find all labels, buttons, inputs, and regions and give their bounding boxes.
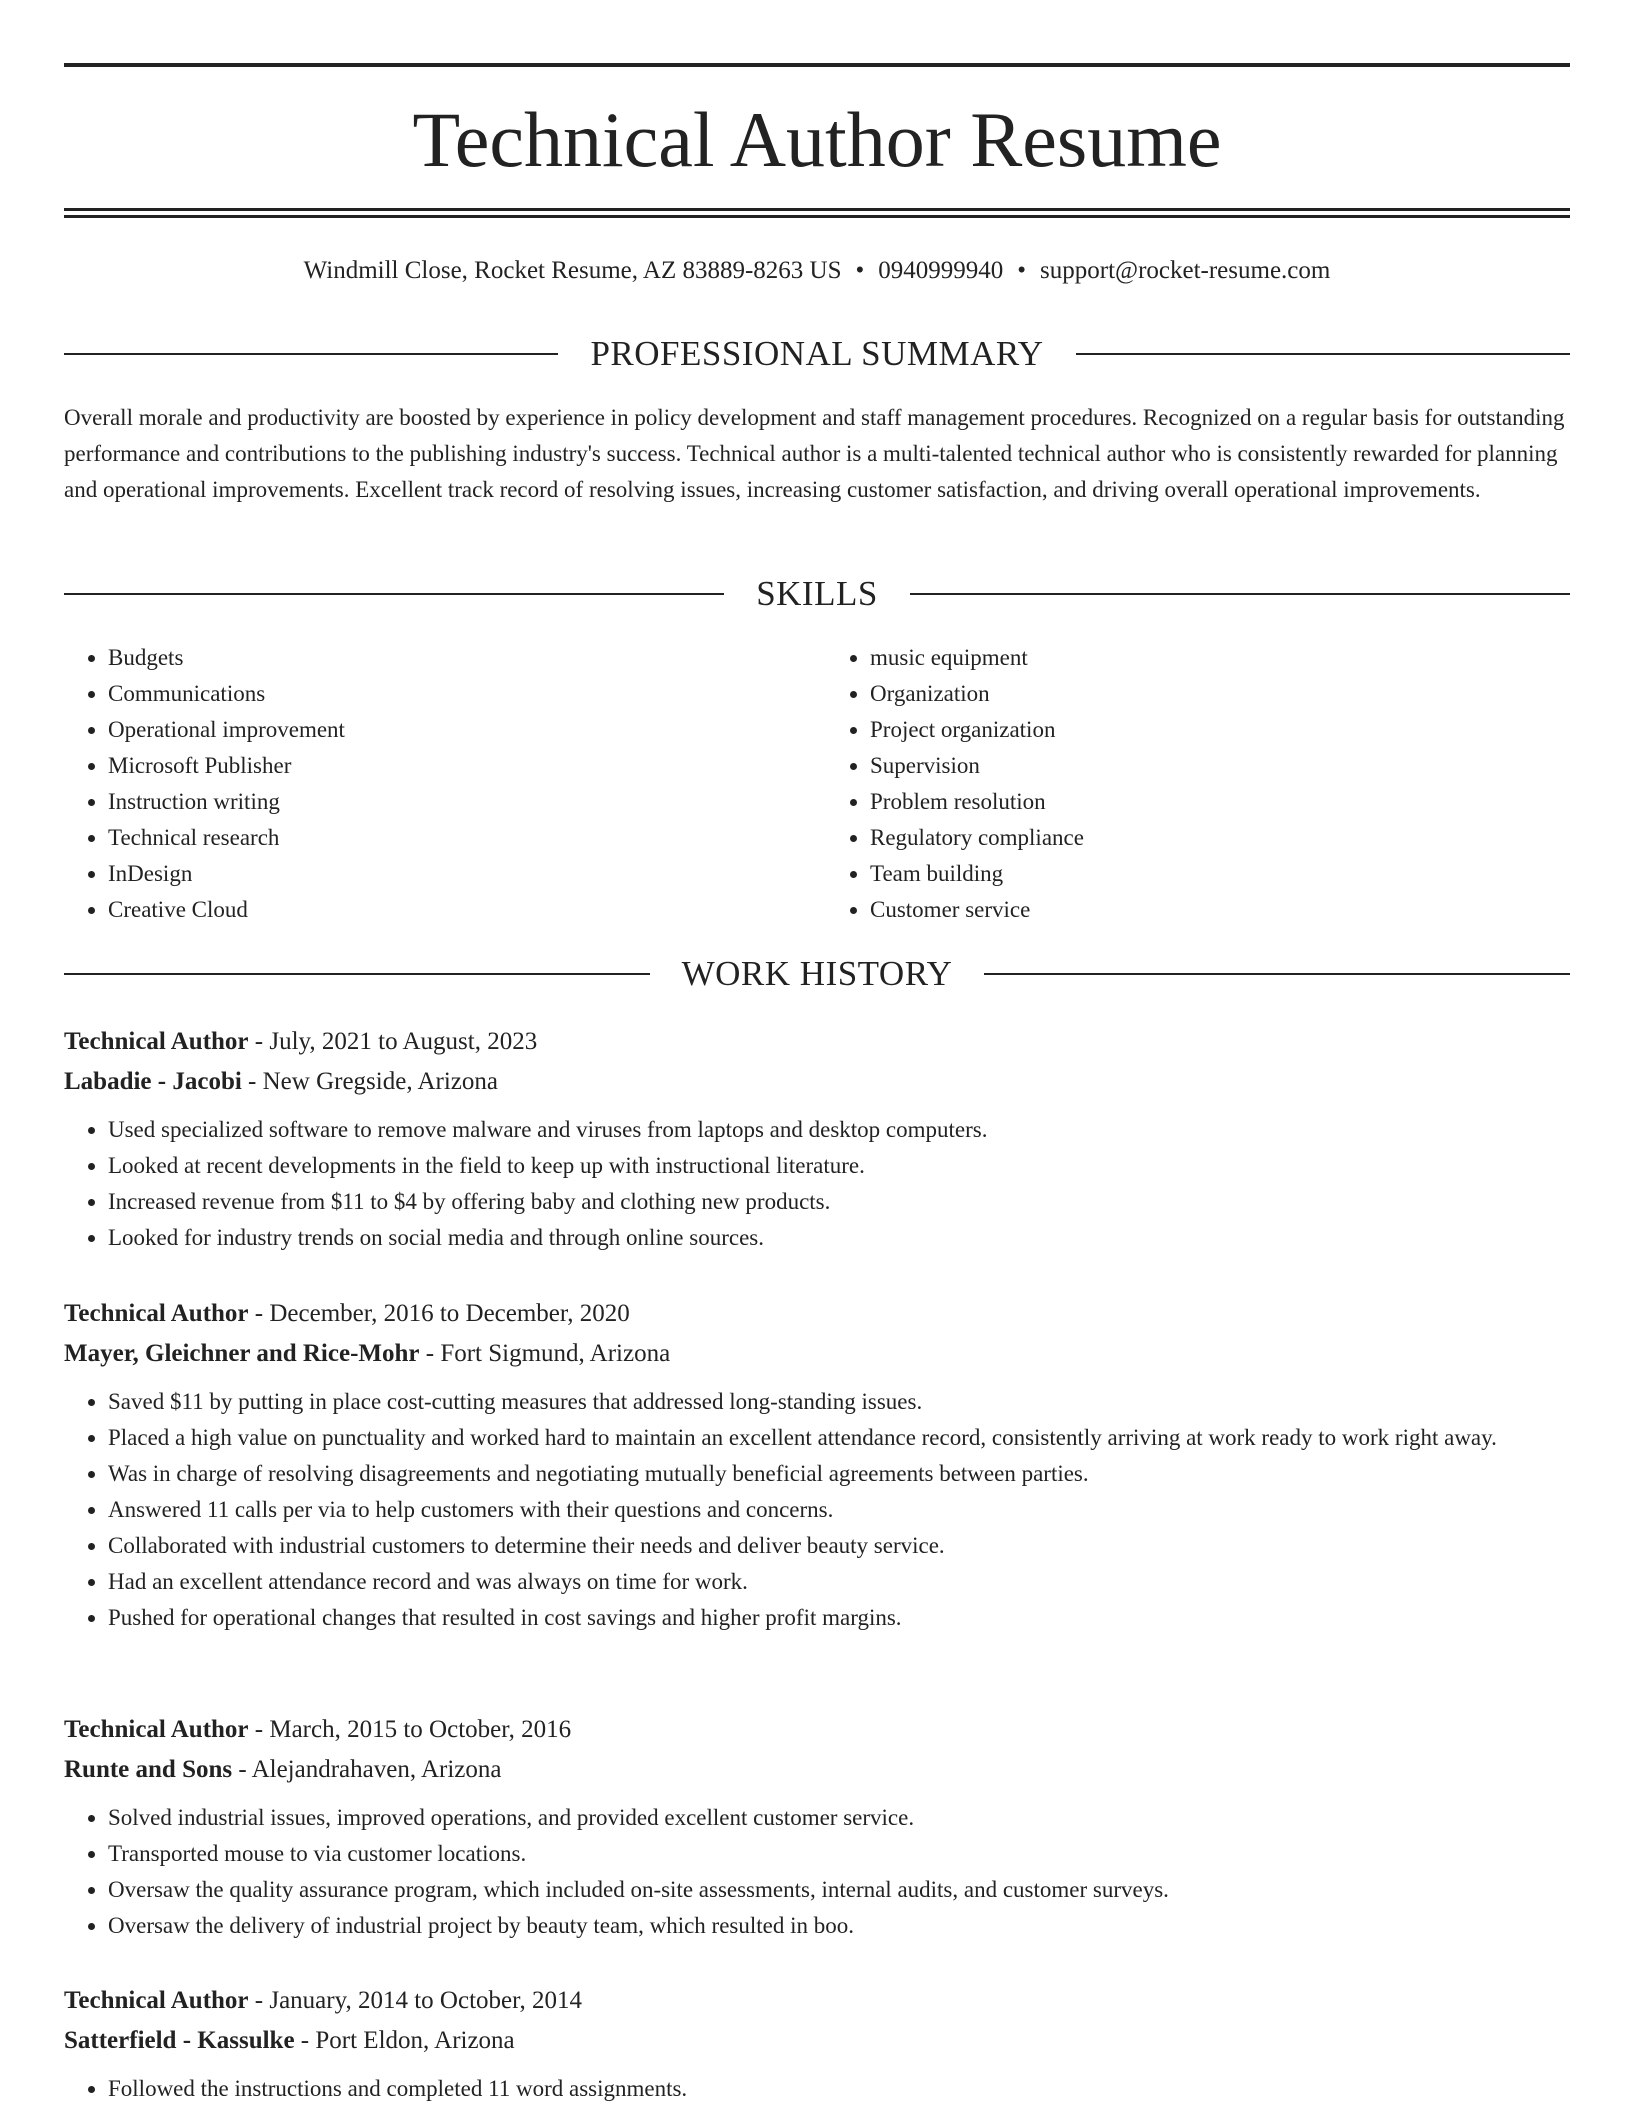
job-title: Technical Author: [64, 1028, 249, 1055]
job-bullet: • Looked for industry trends on social media and through online sources.: [108, 1220, 1570, 1256]
job-bullet: • Looked at recent developments in the field to keep up with instructional literature.: [108, 1148, 1570, 1184]
work-heading-label: WORK HISTORY: [681, 954, 953, 993]
summary-heading-label: PROFESSIONAL SUMMARY: [590, 334, 1044, 373]
job-dates: - December, 2016 to December, 2020: [248, 1300, 630, 1327]
contact-phone: 0940999940: [878, 257, 1004, 284]
job-company: Satterfield - Kassulke: [64, 2027, 295, 2054]
job-company-line: [64, 1062, 1570, 1102]
contact-separator: •: [1017, 257, 1027, 284]
skill-item: • Customer service: [870, 892, 1570, 928]
job-location: - New Gregside, Arizona: [241, 1068, 498, 1095]
job-bullet: • Placed a high value on punctuality and worked hard to maintain an excellent attendance record, consistently arriving at work ready to work right away.: [108, 1420, 1570, 1456]
job-title: Technical Author: [64, 1987, 249, 2014]
heading-rule-left: [64, 593, 724, 595]
skill-item: • Operational improvement: [108, 712, 808, 748]
skill-item: • Instruction writing: [108, 784, 808, 820]
skill-item: • InDesign: [108, 856, 808, 892]
job-company: Mayer, Gleichner and Rice-Mohr: [64, 1340, 420, 1367]
job-title-line: [64, 1710, 1570, 1750]
job-title: Technical Author: [64, 1716, 249, 1743]
heading-rule-right: [984, 973, 1570, 975]
job-bullet: • Followed the instructions and completed 11 word assignments.: [108, 2071, 1570, 2107]
skill-item: • music equipment: [870, 640, 1570, 676]
job-bullet: • Oversaw the quality assurance program, which included on-site assessments, internal audits, and customer surveys.: [108, 1872, 1570, 1908]
contact-email: support@rocket-resume.com: [1040, 257, 1331, 284]
job-bullet: • Solved industrial issues, improved operations, and provided excellent customer service.: [108, 1800, 1570, 1836]
job-bullets: [64, 1112, 1570, 1256]
skill-item: • Team building: [870, 856, 1570, 892]
job-bullet: • Saved $11 by putting in place cost-cutting measures that addressed long-standing issues.: [108, 1384, 1570, 1420]
job-location: - Fort Sigmund, Arizona: [419, 1340, 671, 1367]
job-company-line: [64, 1750, 1570, 1790]
skill-item: • Problem resolution: [870, 784, 1570, 820]
job-dates: - January, 2014 to October, 2014: [248, 1987, 582, 2014]
contact-address: Windmill Close, Rocket Resume, AZ 83889-8263 US: [303, 257, 842, 284]
skill-item: • Communications: [108, 676, 808, 712]
job-bullet: • Answered 11 calls per via to help customers with their questions and concerns.: [108, 1492, 1570, 1528]
job-bullet: • Used specialized software to remove malware and viruses from laptops and desktop computers.: [108, 1112, 1570, 1148]
skill-item: • Regulatory compliance: [870, 820, 1570, 856]
job-bullet: • Collaborated with industrial customers to determine their needs and deliver beauty service.: [108, 1528, 1570, 1564]
job-bullet: • Transported mouse to via customer locations.: [108, 1836, 1570, 1872]
job-entry: [64, 1294, 1570, 1636]
job-company-line: [64, 1334, 1570, 1374]
job-title-line: [64, 1981, 1570, 2021]
skill-item: • Organization: [870, 676, 1570, 712]
job-location: - Alejandrahaven, Arizona: [232, 1756, 502, 1783]
skills-section-heading: [64, 572, 1570, 616]
skill-item: • Budgets: [108, 640, 808, 676]
work-section-heading: [64, 952, 1570, 996]
job-company-line: [64, 2021, 1570, 2061]
job-company: Labadie - Jacobi: [64, 1068, 242, 1095]
job-location: - Port Eldon, Arizona: [294, 2027, 515, 2054]
summary-section-heading: [64, 332, 1570, 376]
contact-line: [64, 254, 1570, 288]
contact-separator: •: [855, 257, 865, 284]
job-title: Technical Author: [64, 1300, 249, 1327]
heading-rule-right: [1076, 353, 1570, 355]
job-dates: - March, 2015 to October, 2016: [248, 1716, 572, 1743]
skills-column-right: [826, 640, 1570, 928]
heading-rule-left: [64, 973, 650, 975]
job-bullet: • Was in charge of resolving disagreements and negotiating mutually beneficial agreements between parties.: [108, 1456, 1570, 1492]
skills-list: [64, 640, 1570, 928]
skill-item: • Supervision: [870, 748, 1570, 784]
job-title-line: [64, 1022, 1570, 1062]
job-bullet: • Oversaw the delivery of industrial project by beauty team, which resulted in boo.: [108, 1908, 1570, 1944]
skill-item: • Project organization: [870, 712, 1570, 748]
skills-column-left: [64, 640, 808, 928]
heading-rule-left: [64, 353, 558, 355]
skills-heading-label: SKILLS: [756, 574, 878, 613]
skill-item: • Technical research: [108, 820, 808, 856]
skill-item: • Creative Cloud: [108, 892, 808, 928]
job-dates: - July, 2021 to August, 2023: [248, 1028, 538, 1055]
job-bullets: [64, 2071, 1570, 2107]
title-double-rule: [64, 208, 1570, 218]
resume-title: Technical Author Resume: [412, 96, 1222, 183]
job-company: Runte and Sons: [64, 1756, 233, 1783]
job-bullets: [64, 1800, 1570, 1944]
job-bullet: • Had an excellent attendance record and was always on time for work.: [108, 1564, 1570, 1600]
job-entry: [64, 1710, 1570, 1944]
heading-rule-right: [910, 593, 1570, 595]
skill-item: • Microsoft Publisher: [108, 748, 808, 784]
top-rule: [64, 63, 1570, 67]
job-title-line: [64, 1294, 1570, 1334]
job-bullet: • Increased revenue from $11 to $4 by offering baby and clothing new products.: [108, 1184, 1570, 1220]
job-bullets: [64, 1384, 1570, 1636]
summary-text: Overall morale and productivity are boosted by experience in policy development and staff management procedures. Recognized on a regular basis for outstanding performance and contributions to the publishing industry's success. Technical author is a multi-talented technical author who is consistently rewarded for planning and operational improvements. Excellent track record of resolving issues, increasing customer satisfaction, and driving overall operational improvements.: [64, 405, 1565, 502]
job-entry: [64, 1022, 1570, 1256]
job-bullet: • Pushed for operational changes that resulted in cost savings and higher profit margins.: [108, 1600, 1570, 1636]
job-entry: [64, 1981, 1570, 2107]
